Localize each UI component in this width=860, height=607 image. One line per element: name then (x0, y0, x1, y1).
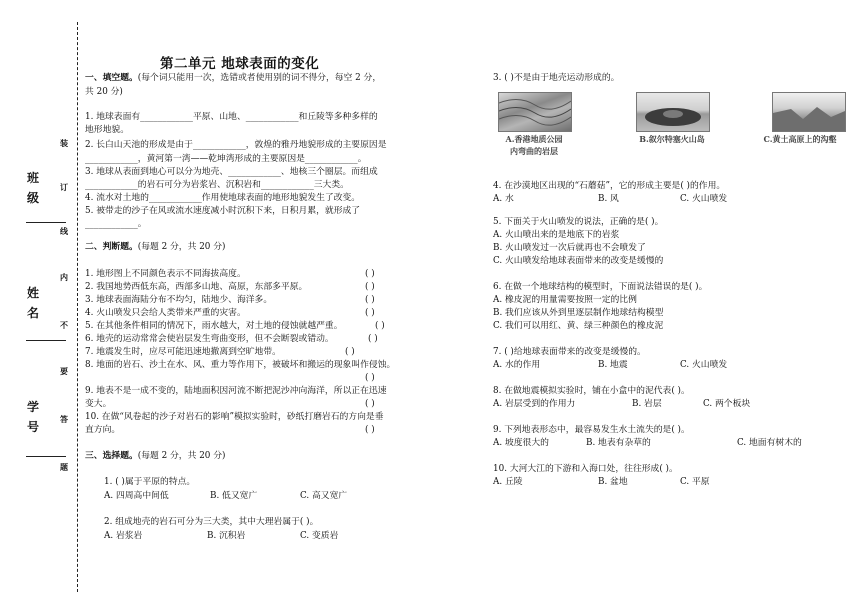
class-label: 班 级 (26, 171, 39, 205)
seal-char: 订 (60, 182, 68, 192)
section-choice-header: 三、选择题。(每题 2 分，共 20 分) (85, 451, 226, 461)
tf-item: 10. 在做“风卷起的沙子对岩石的影响”模拟实验时，砂纸打磨岩石的方向是垂 (85, 412, 384, 422)
image-caption: A.香港地质公园 (505, 134, 563, 144)
choice-option[interactable]: B. 低又宽广 (210, 491, 258, 501)
tf-item: 变大。 (85, 399, 112, 409)
name-field[interactable] (26, 340, 66, 341)
seal-char: 不 (60, 320, 68, 330)
choice-option[interactable]: C. 变质岩 (300, 531, 339, 541)
tf-item: 3. 地球表面海陆分布不均匀，陆地少、海洋多。 (85, 295, 273, 305)
choice-option[interactable]: C. 高又宽广 (300, 491, 348, 501)
answer-paren[interactable]: ( ) (365, 399, 375, 409)
choice-option[interactable]: A. 岩层受到的作用力 (493, 399, 576, 409)
tf-item: 4. 火山喷发只会给人类带来严重的灾害。 (85, 308, 246, 318)
choice-option[interactable]: B. 我们应该从外到里逐层制作地球结构模型 (493, 308, 664, 318)
class-field[interactable] (26, 222, 66, 223)
image-caption: 内弯曲的岩层 (510, 146, 558, 156)
question-line: 2. 长白山天池的形成是由于____________，敦煌的雅丹地貌形成的主要原因是 (85, 140, 387, 150)
answer-paren[interactable]: ( ) (368, 334, 378, 344)
choice-question: 5. 下面关于火山喷发的说法，正确的是( )。 (493, 217, 664, 227)
rock-layers-photo (498, 92, 572, 132)
choice-option[interactable]: C. 我们可以用红、黄、绿三种颜色的橡皮泥 (493, 321, 664, 331)
seal-char: 题 (60, 462, 68, 472)
binding-dashed-line (77, 22, 78, 592)
tf-item: 1. 地形图上不同颜色表示不同海拔高度。 (85, 269, 246, 279)
choice-option[interactable]: C. 地面有树木的 (737, 438, 802, 448)
question-line: 3. 地球从表面到地心可以分为地壳、____________、地核三个圈层。而组成 (85, 167, 378, 177)
choice-question: 3. ( )不是由于地壳运动形成的。 (493, 73, 620, 83)
question-line: 5. 被带走的沙子在风或流水速度减小时沉积下来，日积月累，就形成了 (85, 206, 361, 216)
choice-option[interactable]: A. 岩浆岩 (104, 531, 143, 541)
choice-question: 8. 在做地震模拟实验时，铺在小盒中的泥代表( )。 (493, 386, 690, 396)
tf-item: 5. 在其他条件相同的情况下，雨水越大，对土地的侵蚀就越严重。 (85, 321, 343, 331)
choice-option[interactable]: C. 火山喷发给地球表面带来的改变是缓慢的 (493, 256, 664, 266)
choice-option[interactable]: B. 地表有杂草的 (586, 438, 651, 448)
choice-option[interactable]: C. 火山喷发 (680, 194, 728, 204)
section-note: 共 20 分) (85, 87, 123, 97)
image-caption: B.叙尔特塞火山岛 (639, 134, 705, 144)
choice-option[interactable]: A. 水的作用 (493, 360, 541, 370)
choice-option[interactable]: B. 地震 (598, 360, 628, 370)
seal-char: 内 (60, 272, 68, 282)
choice-option[interactable]: A. 四周高中间低 (104, 491, 169, 501)
volcanic-island-photo (636, 92, 710, 132)
choice-question: 7. ( )给地球表面带来的改变是缓慢的。 (493, 347, 646, 357)
choice-option[interactable]: A. 丘陵 (493, 477, 523, 487)
choice-option[interactable]: A. 水 (493, 194, 514, 204)
student-id-label: 学 号 (26, 400, 39, 434)
section-fill-blank-header: 一、填空题。(每个词只能用一次，选错或者使用别的词不得分，每空 2 分， (85, 73, 382, 83)
answer-paren[interactable]: ( ) (365, 295, 375, 305)
choice-option[interactable]: A. 坡度很大的 (493, 438, 549, 448)
answer-paren[interactable]: ( ) (365, 269, 375, 279)
seal-char: 装 (60, 138, 68, 148)
answer-paren[interactable]: ( ) (365, 425, 375, 435)
answer-paren[interactable]: ( ) (345, 347, 355, 357)
seal-char: 答 (60, 414, 68, 424)
section-true-false-header: 二、判断题。(每题 2 分，共 20 分) (85, 242, 226, 252)
tf-item: 2. 我国地势西低东高，西部多山地、高原，东部多平原。 (85, 282, 308, 292)
choice-question: 2. 组成地壳的岩石可分为三大类，其中大理岩属于( )。 (104, 517, 319, 527)
tf-item: 9. 地表不是一成不变的，陆地面积因河流不断把泥沙冲向海洋，所以正在迅速 (85, 386, 387, 396)
choice-option[interactable]: C. 平原 (680, 477, 710, 487)
choice-option[interactable]: C. 火山喷发 (680, 360, 728, 370)
page-title: 第二单元 地球表面的变化 (160, 56, 320, 72)
answer-paren[interactable]: ( ) (365, 373, 375, 383)
student-id-field[interactable] (26, 456, 66, 457)
seal-char: 线 (60, 226, 68, 236)
choice-option[interactable]: B. 风 (598, 194, 619, 204)
choice-option[interactable]: C. 两个板块 (703, 399, 751, 409)
tf-item: 6. 地壳的运动常常会使岩层发生弯曲变形，但不会断裂或错动。 (85, 334, 334, 344)
question-line: 4. 流水对土地的____________作用使地球表面的地形地貌发生了改变。 (85, 193, 361, 203)
tf-item: 7. 地震发生时，应尽可能迅速地撤离到空旷地带。 (85, 347, 281, 357)
choice-option[interactable]: B. 盆地 (598, 477, 628, 487)
choice-question: 1. ( )属于平原的特点。 (104, 477, 196, 487)
question-line: ____________，黄河第一湾——乾坤湾形成的主要原因是____________。 (85, 154, 367, 164)
answer-paren[interactable]: ( ) (375, 321, 385, 331)
tf-item: 8. 地面的岩石、沙土在水、风、重力等作用下，被破坏和搬运的现象叫作侵蚀。 (85, 360, 396, 370)
question-line: ____________的岩石可分为岩浆岩、沉积岩和____________三大类。 (85, 180, 349, 190)
question-line: 1. 地球表面有____________平原、山地、____________和丘陵等多种多样的 (85, 112, 378, 122)
choice-question: 6. 在做一个地球结构的模型时，下面说法错误的是( )。 (493, 282, 708, 292)
question-line: ____________。 (85, 219, 147, 229)
choice-question: 4. 在沙漠地区出现的“石蘑菇”，它的形成主要是( )的作用。 (493, 181, 726, 191)
image-caption: C.黄土高原上的沟壑 (763, 134, 837, 144)
seal-char: 要 (60, 366, 68, 376)
choice-option[interactable]: B. 岩层 (632, 399, 662, 409)
name-label: 姓 名 (26, 286, 39, 320)
choice-option[interactable]: A. 橡皮泥的用量需要按照一定的比例 (493, 295, 637, 305)
choice-option[interactable]: A. 火山喷出来的是地底下的岩浆 (493, 230, 620, 240)
loess-gully-photo (772, 92, 846, 132)
choice-option[interactable]: B. 火山喷发过一次后就再也不会喷发了 (493, 243, 646, 253)
question-line: 地形地貌。 (85, 125, 129, 135)
choice-question: 9. 下列地表形态中，最容易发生水土流失的是( )。 (493, 425, 690, 435)
tf-item: 直方向。 (85, 425, 121, 435)
choice-option[interactable]: B. 沉积岩 (207, 531, 246, 541)
choice-question: 10. 大河大江的下游和入海口处，往往形成( )。 (493, 464, 678, 474)
answer-paren[interactable]: ( ) (365, 282, 375, 292)
answer-paren[interactable]: ( ) (365, 308, 375, 318)
